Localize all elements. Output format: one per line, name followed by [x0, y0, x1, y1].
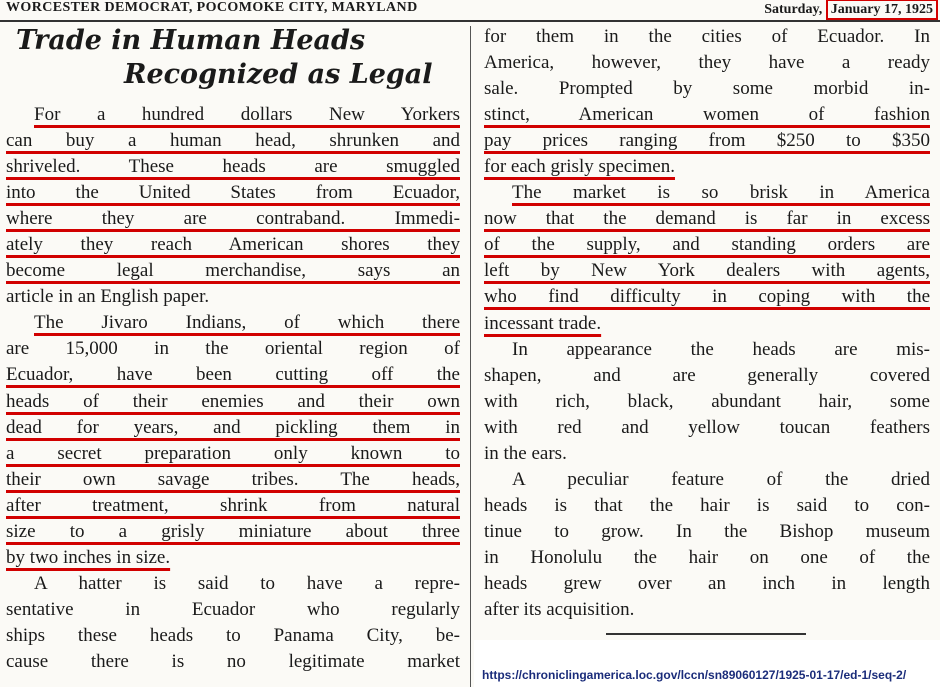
text-line: with red and yellow toucan feathers: [484, 416, 930, 438]
text-line: into the United States from Ecuador,: [6, 182, 460, 204]
text-line: left by New York dealers with agents,: [484, 260, 930, 282]
text-line: ately they reach American shores they: [6, 234, 460, 256]
article-headline: [6, 24, 460, 92]
text-line: for them in the cities of Ecuador. In: [484, 26, 930, 47]
text-line: their own savage tribes. The heads,: [6, 468, 460, 490]
text-line: shriveled. These heads are smuggled: [6, 156, 460, 178]
text-line: incessant trade.: [484, 312, 602, 334]
text-line: pay prices ranging from $250 to $350: [484, 130, 930, 152]
issue-date: January 17, 1925: [826, 0, 938, 20]
text-line: by two inches in size.: [6, 546, 171, 568]
text-line: now that the demand is far in excess: [484, 208, 930, 230]
newspaper-name: WORCESTER DEMOCRAT, POCOMOKE CITY, MARYLAND: [6, 0, 418, 15]
text-line: shapen, and are generally covered: [484, 364, 930, 386]
text-line: America, however, they have a ready: [484, 52, 930, 74]
text-line: ships these heads to Panama City, be-: [6, 624, 460, 646]
text-line: where they are contraband. Immedi-: [6, 208, 460, 230]
text-line: tinue to grow. In the Bishop museum: [484, 520, 930, 542]
text-line: sale. Prompted by some morbid in-: [484, 78, 930, 100]
text-line: after treatment, shrink from natural: [6, 494, 460, 516]
text-line: dead for years, and pickling them in: [6, 416, 460, 438]
article-end-rule: [606, 633, 806, 635]
text-line: after its acquisition.: [484, 599, 635, 621]
text-line: In appearance the heads are mis-: [512, 338, 930, 360]
text-line: with rich, black, abundant hair, some: [484, 390, 930, 412]
text-line: who find difficulty in coping with the: [484, 286, 930, 308]
text-line: for each grisly specimen.: [484, 156, 675, 178]
text-line: cause there is no legitimate market: [6, 650, 460, 672]
headline-line-2: Recognized as Legal: [124, 59, 433, 90]
text-line: article in an English paper.: [6, 286, 210, 308]
text-line: heads is that the hair is said to con-: [484, 494, 930, 516]
headline-line-1: Trade in Human Heads: [16, 25, 366, 56]
text-line: heads grew over an inch in length: [484, 572, 930, 594]
text-line: Ecuador, have been cutting off the: [6, 364, 460, 386]
text-line: of the supply, and standing orders are: [484, 234, 930, 256]
text-line: The market is so brisk in America: [512, 182, 930, 204]
text-line: A peculiar feature of the dried: [512, 468, 930, 490]
text-line: become legal merchandise, says an: [6, 260, 460, 282]
text-line: stinct, American women of fashion: [484, 104, 930, 126]
left-column-body: [6, 92, 460, 675]
text-line: The Jivaro Indians, of which there: [34, 312, 460, 334]
text-line: For a hundred dollars New Yorkers: [34, 104, 460, 125]
issue-day: Saturday,: [764, 2, 823, 17]
text-line: heads of their enemies and their own: [6, 390, 460, 412]
text-line: in Honolulu the hair on one of the: [484, 546, 930, 568]
text-line: size to a grisly miniature about three: [6, 520, 460, 542]
text-line: are 15,000 in the oriental region of: [6, 338, 460, 360]
text-line: a secret preparation only known to: [6, 442, 460, 464]
text-line: can buy a human head, shrunken and: [6, 130, 460, 152]
issue-date-line: [764, 0, 938, 20]
source-url-link[interactable]: https://chroniclingamerica.loc.gov/lccn/sn89060127/1925-01-17/ed-1/seq-2/: [482, 668, 907, 682]
text-line: sentative in Ecuador who regularly: [6, 598, 460, 620]
column-divider: [470, 26, 471, 687]
masthead: [0, 0, 940, 22]
text-line: in the ears.: [484, 442, 567, 464]
text-line: A hatter is said to have a repre-: [34, 572, 460, 594]
left-column: [6, 24, 460, 687]
right-column: [484, 24, 930, 624]
